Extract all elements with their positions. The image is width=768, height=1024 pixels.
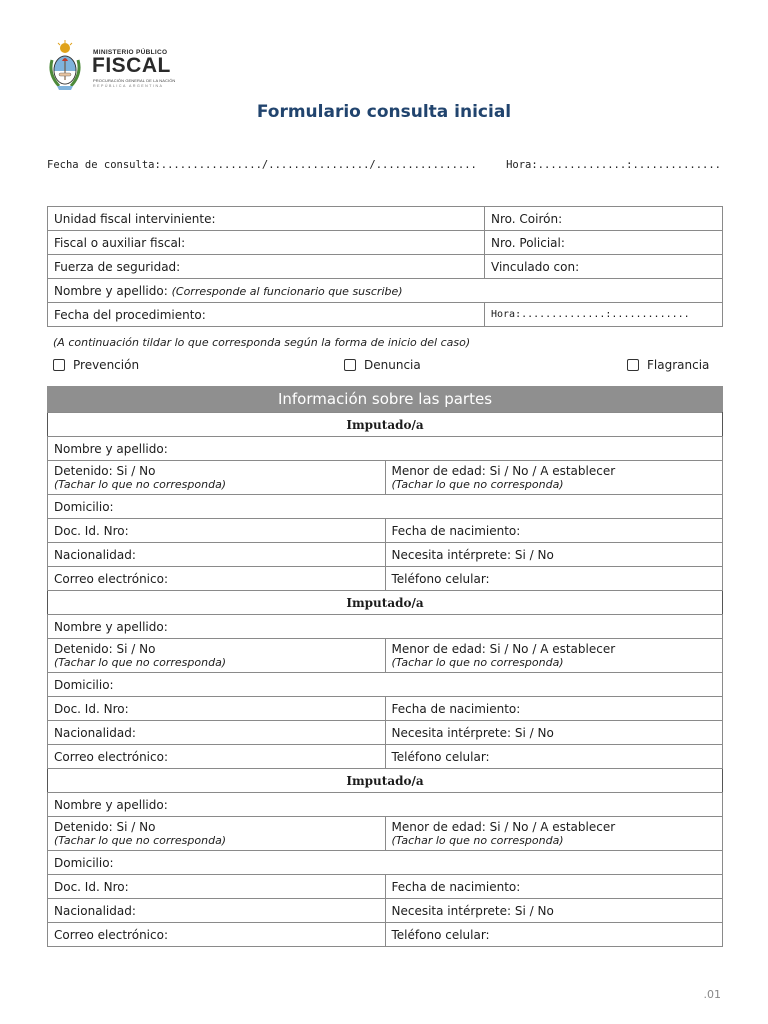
logo-ministerio: MINISTERIO PÚBLICO xyxy=(93,49,168,56)
fecha-procedimiento-field[interactable]: Fecha del procedimiento: xyxy=(48,303,485,327)
unidad-fiscal-field[interactable]: Unidad fiscal interviniente: xyxy=(48,207,485,231)
checkbox-flagrancia-label: Flagrancia xyxy=(647,358,710,372)
table-row xyxy=(48,673,723,697)
logo-republica: REPÚBLICA ARGENTINA xyxy=(93,84,164,88)
domicilio-field[interactable]: Domicilio: xyxy=(48,495,723,519)
hora-consulta-field[interactable]: Hora:..............:.............. xyxy=(506,159,721,171)
table-row xyxy=(48,207,723,231)
detenido-note: (Tachar lo que no corresponda) xyxy=(54,478,227,491)
table-row xyxy=(48,279,723,303)
imputado-section-title: Imputado/a xyxy=(48,769,723,793)
nombre-apellido-field[interactable]: Nombre y apellido: xyxy=(48,615,723,639)
table-row xyxy=(48,567,723,591)
nombre-apellido-field[interactable]: Nombre y apellido: xyxy=(48,437,723,461)
nro-policial-field[interactable]: Nro. Policial: xyxy=(485,231,723,255)
table-row xyxy=(48,615,723,639)
table-row xyxy=(48,817,723,851)
page-number: .01 xyxy=(703,988,721,1001)
parts-table xyxy=(47,412,723,947)
menor-edad-field[interactable] xyxy=(385,639,723,673)
menor-edad-label: Menor de edad: Si / No / A establecer xyxy=(391,820,616,834)
table-row xyxy=(48,769,723,793)
detenido-label: Detenido: Si / No xyxy=(54,464,156,478)
table-row xyxy=(48,303,723,327)
imputado-section-title: Imputado/a xyxy=(48,591,723,615)
table-row xyxy=(48,413,723,437)
menor-edad-note: (Tachar lo que no corresponda) xyxy=(391,834,564,847)
table-row xyxy=(48,745,723,769)
parts-section-header: Información sobre las partes xyxy=(47,386,723,412)
fecha-nacimiento-field[interactable]: Fecha de nacimiento: xyxy=(385,875,723,899)
table-row xyxy=(48,721,723,745)
table-row xyxy=(48,793,723,817)
table-row xyxy=(48,495,723,519)
menor-edad-label: Menor de edad: Si / No / A establecer xyxy=(391,464,616,478)
domicilio-field[interactable]: Domicilio: xyxy=(48,851,723,875)
nacionalidad-field[interactable]: Nacionalidad: xyxy=(48,543,386,567)
menor-edad-note: (Tachar lo que no corresponda) xyxy=(391,656,564,669)
hora-procedimiento-field[interactable]: Hora:..............:............. xyxy=(485,303,723,327)
checkbox-prevencion-label: Prevención xyxy=(73,358,140,372)
telefono-field[interactable]: Teléfono celular: xyxy=(385,745,723,769)
detenido-field[interactable] xyxy=(48,639,386,673)
detenido-note: (Tachar lo que no corresponda) xyxy=(54,834,227,847)
detenido-note: (Tachar lo que no corresponda) xyxy=(54,656,227,669)
vinculado-con-field[interactable]: Vinculado con: xyxy=(485,255,723,279)
correo-field[interactable]: Correo electrónico: xyxy=(48,923,386,947)
doc-id-field[interactable]: Doc. Id. Nro: xyxy=(48,519,386,543)
case-table xyxy=(47,206,723,327)
domicilio-field[interactable]: Domicilio: xyxy=(48,673,723,697)
nombre-funcionario-label: Nombre y apellido: xyxy=(54,283,168,298)
table-row xyxy=(48,697,723,721)
fiscal-auxiliar-field[interactable]: Fiscal o auxiliar fiscal: xyxy=(48,231,485,255)
table-row xyxy=(48,851,723,875)
checkbox-icon[interactable] xyxy=(627,359,639,371)
fecha-consulta-field[interactable]: Fecha de consulta:................/................/................ xyxy=(47,159,477,171)
checkbox-icon[interactable] xyxy=(53,359,65,371)
doc-id-field[interactable]: Doc. Id. Nro: xyxy=(48,697,386,721)
checkbox-denuncia[interactable] xyxy=(344,358,421,372)
logo xyxy=(47,40,187,92)
fecha-nacimiento-field[interactable]: Fecha de nacimiento: xyxy=(385,697,723,721)
checkbox-icon[interactable] xyxy=(344,359,356,371)
nro-coiron-field[interactable]: Nro. Coirón: xyxy=(485,207,723,231)
menor-edad-field[interactable] xyxy=(385,817,723,851)
nombre-funcionario-field[interactable] xyxy=(48,279,723,303)
table-row xyxy=(48,899,723,923)
table-row xyxy=(48,875,723,899)
page-title: Formulario consulta inicial xyxy=(256,102,512,122)
detenido-field[interactable] xyxy=(48,461,386,495)
logo-procuracion: PROCURACIÓN GENERAL DE LA NACIÓN xyxy=(93,78,176,83)
nombre-funcionario-note: (Corresponde al funcionario que suscribe) xyxy=(171,284,403,298)
correo-field[interactable]: Correo electrónico: xyxy=(48,567,386,591)
detenido-label: Detenido: Si / No xyxy=(54,642,156,656)
instruction-text: (A continuación tildar lo que corresponda según la forma de inicio del caso) xyxy=(53,336,471,349)
fuerza-seguridad-field[interactable]: Fuerza de seguridad: xyxy=(48,255,485,279)
detenido-field[interactable] xyxy=(48,817,386,851)
menor-edad-note: (Tachar lo que no corresponda) xyxy=(391,478,564,491)
menor-edad-label: Menor de edad: Si / No / A establecer xyxy=(391,642,616,656)
interprete-field[interactable]: Necesita intérprete: Si / No xyxy=(385,721,723,745)
menor-edad-field[interactable] xyxy=(385,461,723,495)
table-row xyxy=(48,591,723,615)
nacionalidad-field[interactable]: Nacionalidad: xyxy=(48,721,386,745)
table-row xyxy=(48,923,723,947)
nacionalidad-field[interactable]: Nacionalidad: xyxy=(48,899,386,923)
table-row xyxy=(48,231,723,255)
nombre-apellido-field[interactable]: Nombre y apellido: xyxy=(48,793,723,817)
table-row xyxy=(48,461,723,495)
fecha-nacimiento-field[interactable]: Fecha de nacimiento: xyxy=(385,519,723,543)
detenido-label: Detenido: Si / No xyxy=(54,820,156,834)
table-row xyxy=(48,519,723,543)
table-row xyxy=(48,543,723,567)
checkbox-prevencion[interactable] xyxy=(53,358,139,372)
table-row xyxy=(48,639,723,673)
interprete-field[interactable]: Necesita intérprete: Si / No xyxy=(385,543,723,567)
imputado-section-title: Imputado/a xyxy=(48,413,723,437)
table-row xyxy=(48,437,723,461)
interprete-field[interactable]: Necesita intérprete: Si / No xyxy=(385,899,723,923)
telefono-field[interactable]: Teléfono celular: xyxy=(385,923,723,947)
telefono-field[interactable]: Teléfono celular: xyxy=(385,567,723,591)
checkbox-flagrancia[interactable] xyxy=(627,358,709,372)
checkbox-denuncia-label: Denuncia xyxy=(364,358,421,372)
correo-field[interactable]: Correo electrónico: xyxy=(48,745,386,769)
coat-of-arms-icon xyxy=(47,40,83,92)
table-row xyxy=(48,255,723,279)
doc-id-field[interactable]: Doc. Id. Nro: xyxy=(48,875,386,899)
logo-fiscal: FISCAL xyxy=(92,54,171,77)
